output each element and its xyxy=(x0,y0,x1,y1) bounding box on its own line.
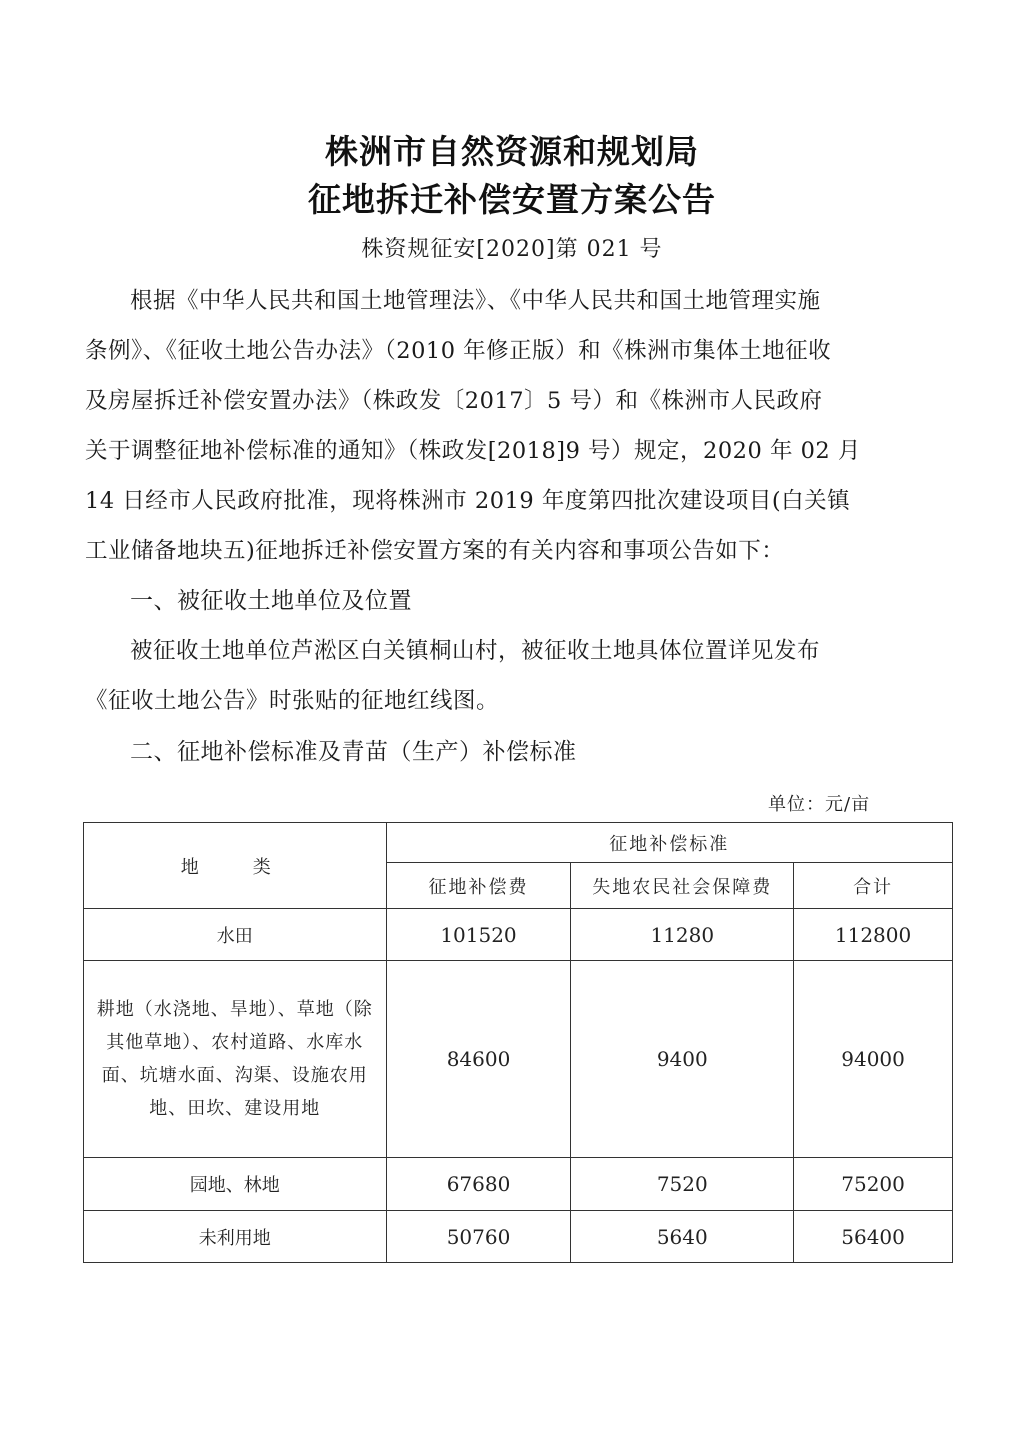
paragraph-line: 14 日经市人民政府批准，现将株洲市 2019 年度第四批次建设项目(白关镇 xyxy=(85,488,851,514)
row-category: 园地、林地 xyxy=(84,1158,387,1211)
cell-compensation-fee: 101520 xyxy=(386,909,571,961)
cell-social-security-fee: 11280 xyxy=(571,909,794,961)
paragraph-line: 被征收土地单位芦淞区白关镇桐山村，被征收土地具体位置详见发布 xyxy=(130,638,821,664)
cell-compensation-fee: 84600 xyxy=(386,961,571,1158)
paragraph-line: 关于调整征地补偿标准的通知》（株政发[2018]9 号）规定，2020 年 02 月 xyxy=(85,438,861,464)
table-row xyxy=(84,909,953,961)
cell-total: 75200 xyxy=(794,1158,953,1211)
paragraph-line: 条例》、《征收土地公告办法》（2010 年修正版）和《株洲市集体土地征收 xyxy=(85,338,832,364)
category-line: 耕地（水浇地、旱地）、草地（除 xyxy=(96,999,373,1020)
paragraph-line: 及房屋拆迁补偿安置办法》（株政发〔2017〕5 号）和《株洲市人民政府 xyxy=(85,388,823,414)
header-group: 征地补偿标准 xyxy=(386,823,952,863)
paragraph-line: 《征收土地公告》时张贴的征地红线图。 xyxy=(85,688,500,714)
document-number: 株资规征安[2020]第 021 号 xyxy=(361,237,663,262)
location-paragraph xyxy=(85,626,941,726)
table-row xyxy=(84,961,953,1158)
cell-compensation-fee: 50760 xyxy=(386,1211,571,1263)
page-title: 株洲市自然资源和规划局 xyxy=(325,132,699,171)
cell-total: 94000 xyxy=(794,961,953,1158)
page-subtitle: 征地拆迁补偿安置方案公告 xyxy=(308,180,716,219)
row-category xyxy=(84,961,387,1158)
cell-compensation-fee: 67680 xyxy=(386,1158,571,1211)
header-social-security-fee: 失地农民社会保障费 xyxy=(571,863,794,909)
table-header-row xyxy=(84,823,953,863)
category-line: 其他草地）、农村道路、水库水 xyxy=(106,1032,364,1053)
cell-total: 56400 xyxy=(794,1211,953,1263)
intro-paragraph xyxy=(85,276,941,576)
paragraph-line: 工业储备地块五)征地拆迁补偿安置方案的有关内容和事项公告如下： xyxy=(85,538,785,564)
category-line: 地、田坎、建设用地 xyxy=(149,1098,321,1119)
table-row xyxy=(84,1211,953,1263)
compensation-table xyxy=(83,822,953,1263)
table-row xyxy=(84,1158,953,1211)
cell-social-security-fee: 9400 xyxy=(571,961,794,1158)
header-category: 地 类 xyxy=(84,823,387,909)
section-heading-1: 一、被征收土地单位及位置 xyxy=(130,588,412,614)
unit-label: 单位：元/亩 xyxy=(768,794,871,815)
row-category: 水田 xyxy=(84,909,387,961)
cell-social-security-fee: 5640 xyxy=(571,1211,794,1263)
category-line: 面、坑塘水面、沟渠、设施农用 xyxy=(101,1065,368,1086)
cell-social-security-fee: 7520 xyxy=(571,1158,794,1211)
header-compensation-fee: 征地补偿费 xyxy=(386,863,571,909)
row-category: 未利用地 xyxy=(84,1211,387,1263)
section-heading-2: 二、征地补偿标准及青苗（生产）补偿标准 xyxy=(130,739,577,765)
cell-total: 112800 xyxy=(794,909,953,961)
header-total: 合计 xyxy=(794,863,953,909)
paragraph-line: 根据《中华人民共和国土地管理法》、《中华人民共和国土地管理实施 xyxy=(130,288,821,314)
